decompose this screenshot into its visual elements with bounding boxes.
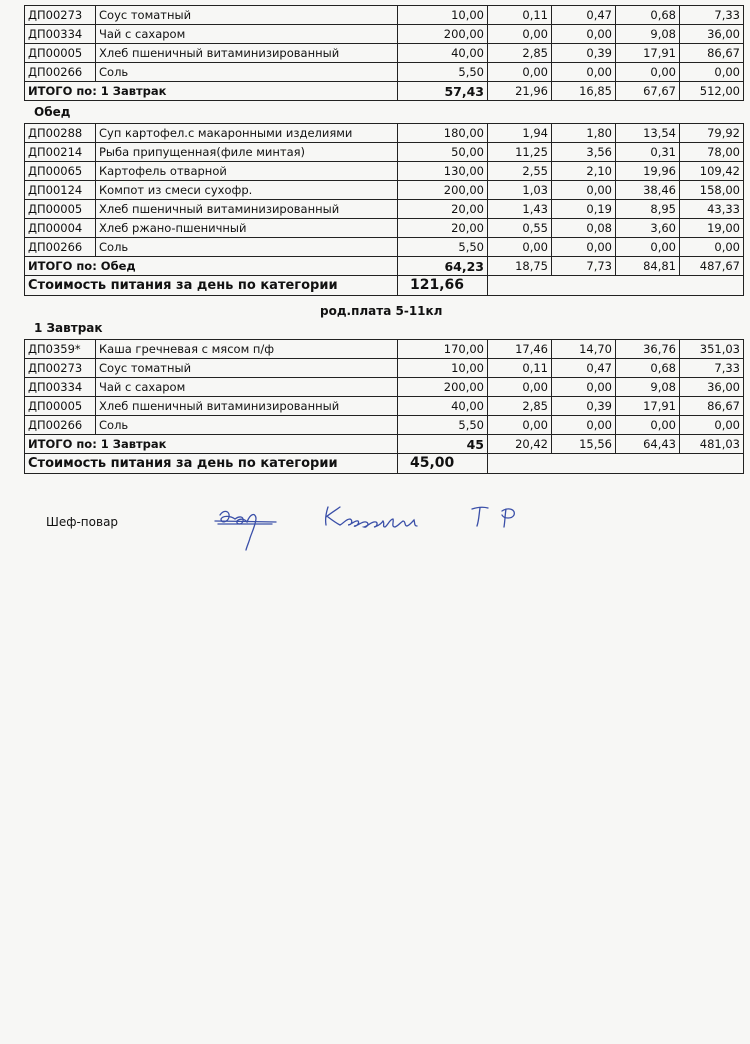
dish-weight: 10,00 bbox=[398, 6, 488, 25]
dish-name: Компот из смеси сухофр. bbox=[96, 181, 398, 200]
dish-fat: 14,70 bbox=[552, 340, 616, 359]
total-row bbox=[25, 257, 744, 276]
dish-weight: 200,00 bbox=[398, 378, 488, 397]
total-row bbox=[25, 435, 744, 454]
dish-carbs: 0,00 bbox=[616, 63, 680, 82]
dish-kcal: 109,42 bbox=[680, 162, 744, 181]
dish-carbs: 3,60 bbox=[616, 219, 680, 238]
dish-code: ДП00273 bbox=[25, 6, 96, 25]
dish-fat: 0,47 bbox=[552, 6, 616, 25]
dish-protein: 1,43 bbox=[488, 200, 552, 219]
dish-protein: 1,94 bbox=[488, 124, 552, 143]
dish-weight: 200,00 bbox=[398, 181, 488, 200]
dish-protein: 0,11 bbox=[488, 359, 552, 378]
cost-empty-cell bbox=[488, 276, 744, 296]
dish-weight: 40,00 bbox=[398, 397, 488, 416]
dish-carbs: 0,31 bbox=[616, 143, 680, 162]
dish-weight: 5,50 bbox=[398, 63, 488, 82]
dish-name: Картофель отварной bbox=[96, 162, 398, 181]
dish-protein: 11,25 bbox=[488, 143, 552, 162]
cost-row bbox=[25, 454, 744, 474]
dish-code: ДП00273 bbox=[25, 359, 96, 378]
dish-fat: 0,39 bbox=[552, 397, 616, 416]
dish-name: Хлеб ржано-пшеничный bbox=[96, 219, 398, 238]
dish-fat: 0,00 bbox=[552, 63, 616, 82]
dish-fat: 0,39 bbox=[552, 44, 616, 63]
total-carbs: 64,43 bbox=[616, 435, 680, 454]
total-protein: 18,75 bbox=[488, 257, 552, 276]
total-carbs: 67,67 bbox=[616, 82, 680, 101]
dish-code: ДП00005 bbox=[25, 397, 96, 416]
table-row bbox=[25, 25, 744, 44]
dish-code: ДП00005 bbox=[25, 44, 96, 63]
table-row bbox=[25, 219, 744, 238]
dish-name: Хлеб пшеничный витаминизированный bbox=[96, 397, 398, 416]
cost-empty-cell bbox=[488, 454, 744, 474]
total-kcal: 481,03 bbox=[680, 435, 744, 454]
total-protein: 20,42 bbox=[488, 435, 552, 454]
dish-carbs: 19,96 bbox=[616, 162, 680, 181]
dish-kcal: 43,33 bbox=[680, 200, 744, 219]
signature-strokes bbox=[215, 507, 514, 550]
cost-label: Стоимость питания за день по категории bbox=[25, 276, 398, 296]
dish-code: ДП00266 bbox=[25, 416, 96, 435]
dish-fat: 1,80 bbox=[552, 124, 616, 143]
dish-fat: 2,10 bbox=[552, 162, 616, 181]
dish-code: ДП00288 bbox=[25, 124, 96, 143]
total-fat: 15,56 bbox=[552, 435, 616, 454]
total-weight: 45 bbox=[398, 435, 488, 454]
cost-value: 45,00 bbox=[398, 454, 488, 474]
dish-fat: 0,47 bbox=[552, 359, 616, 378]
table-row bbox=[25, 378, 744, 397]
total-label: ИТОГО по: 1 Завтрак bbox=[25, 82, 398, 101]
total-kcal: 487,67 bbox=[680, 257, 744, 276]
dish-protein: 0,00 bbox=[488, 378, 552, 397]
total-weight: 64,23 bbox=[398, 257, 488, 276]
dish-carbs: 9,08 bbox=[616, 378, 680, 397]
dish-code: ДП0359* bbox=[25, 340, 96, 359]
total-kcal: 512,00 bbox=[680, 82, 744, 101]
dish-name: Соль bbox=[96, 63, 398, 82]
table-row bbox=[25, 44, 744, 63]
total-carbs: 84,81 bbox=[616, 257, 680, 276]
dish-name: Соус томатный bbox=[96, 6, 398, 25]
dish-code: ДП00005 bbox=[25, 200, 96, 219]
dish-name: Рыба припущенная(филе минтая) bbox=[96, 143, 398, 162]
dish-carbs: 38,46 bbox=[616, 181, 680, 200]
dish-weight: 170,00 bbox=[398, 340, 488, 359]
dish-weight: 40,00 bbox=[398, 44, 488, 63]
cost-row bbox=[25, 276, 744, 296]
dish-protein: 0,00 bbox=[488, 238, 552, 257]
dish-kcal: 0,00 bbox=[680, 416, 744, 435]
table-row bbox=[25, 63, 744, 82]
dish-kcal: 0,00 bbox=[680, 63, 744, 82]
chef-label: Шеф-повар bbox=[46, 515, 119, 529]
dish-weight: 5,50 bbox=[398, 416, 488, 435]
dish-name: Хлеб пшеничный витаминизированный bbox=[96, 44, 398, 63]
section-title-lunch: Обед bbox=[34, 105, 71, 119]
total-protein: 21,96 bbox=[488, 82, 552, 101]
table-row bbox=[25, 359, 744, 378]
dish-fat: 0,00 bbox=[552, 378, 616, 397]
dish-carbs: 9,08 bbox=[616, 25, 680, 44]
dish-weight: 50,00 bbox=[398, 143, 488, 162]
dish-weight: 5,50 bbox=[398, 238, 488, 257]
dish-carbs: 8,95 bbox=[616, 200, 680, 219]
dish-protein: 0,11 bbox=[488, 6, 552, 25]
dish-kcal: 79,92 bbox=[680, 124, 744, 143]
dish-carbs: 13,54 bbox=[616, 124, 680, 143]
dish-protein: 0,00 bbox=[488, 25, 552, 44]
lunch-rows bbox=[25, 124, 744, 296]
dish-kcal: 36,00 bbox=[680, 25, 744, 44]
dish-kcal: 78,00 bbox=[680, 143, 744, 162]
table-row bbox=[25, 340, 744, 359]
dish-kcal: 86,67 bbox=[680, 44, 744, 63]
chef-signature bbox=[210, 495, 570, 555]
dish-kcal: 158,00 bbox=[680, 181, 744, 200]
dish-name: Соль bbox=[96, 238, 398, 257]
breakfast-table-1 bbox=[24, 5, 744, 101]
dish-kcal: 36,00 bbox=[680, 378, 744, 397]
dish-protein: 1,03 bbox=[488, 181, 552, 200]
table-row bbox=[25, 124, 744, 143]
cost-value: 121,66 bbox=[398, 276, 488, 296]
dish-protein: 0,00 bbox=[488, 63, 552, 82]
table-row bbox=[25, 6, 744, 25]
dish-weight: 180,00 bbox=[398, 124, 488, 143]
dish-kcal: 0,00 bbox=[680, 238, 744, 257]
table-row bbox=[25, 200, 744, 219]
dish-kcal: 7,33 bbox=[680, 6, 744, 25]
dish-code: ДП00334 bbox=[25, 378, 96, 397]
dish-code: ДП00124 bbox=[25, 181, 96, 200]
dish-fat: 0,08 bbox=[552, 219, 616, 238]
table-row bbox=[25, 181, 744, 200]
dish-kcal: 351,03 bbox=[680, 340, 744, 359]
dish-weight: 130,00 bbox=[398, 162, 488, 181]
dish-name: Соус томатный bbox=[96, 359, 398, 378]
total-label: ИТОГО по: Обед bbox=[25, 257, 398, 276]
table-row bbox=[25, 238, 744, 257]
dish-carbs: 36,76 bbox=[616, 340, 680, 359]
dish-carbs: 0,68 bbox=[616, 6, 680, 25]
dish-fat: 0,19 bbox=[552, 200, 616, 219]
dish-weight: 20,00 bbox=[398, 219, 488, 238]
total-fat: 16,85 bbox=[552, 82, 616, 101]
table-row bbox=[25, 162, 744, 181]
paid-breakfast-table bbox=[24, 339, 744, 474]
dish-code: ДП00266 bbox=[25, 63, 96, 82]
dish-weight: 10,00 bbox=[398, 359, 488, 378]
table-row bbox=[25, 143, 744, 162]
dish-code: ДП00065 bbox=[25, 162, 96, 181]
cost-label: Стоимость питания за день по категории bbox=[25, 454, 398, 474]
dish-code: ДП00004 bbox=[25, 219, 96, 238]
dish-weight: 200,00 bbox=[398, 25, 488, 44]
dish-kcal: 19,00 bbox=[680, 219, 744, 238]
table-row bbox=[25, 416, 744, 435]
dish-carbs: 0,00 bbox=[616, 416, 680, 435]
dish-name: Чай с сахаром bbox=[96, 25, 398, 44]
dish-protein: 17,46 bbox=[488, 340, 552, 359]
dish-weight: 20,00 bbox=[398, 200, 488, 219]
dish-fat: 0,00 bbox=[552, 416, 616, 435]
paid-breakfast-rows bbox=[25, 340, 744, 474]
dish-protein: 2,85 bbox=[488, 44, 552, 63]
dish-fat: 3,56 bbox=[552, 143, 616, 162]
total-fat: 7,73 bbox=[552, 257, 616, 276]
dish-carbs: 0,00 bbox=[616, 238, 680, 257]
dish-fat: 0,00 bbox=[552, 181, 616, 200]
lunch-table bbox=[24, 123, 744, 296]
dish-name: Хлеб пшеничный витаминизированный bbox=[96, 200, 398, 219]
dish-code: ДП00266 bbox=[25, 238, 96, 257]
dish-code: ДП00334 bbox=[25, 25, 96, 44]
dish-name: Суп картофел.с макаронными изделиями bbox=[96, 124, 398, 143]
dish-name: Соль bbox=[96, 416, 398, 435]
breakfast-rows bbox=[25, 6, 744, 101]
dish-protein: 0,55 bbox=[488, 219, 552, 238]
dish-carbs: 17,91 bbox=[616, 397, 680, 416]
category-title: род.плата 5-11кл bbox=[320, 304, 443, 318]
dish-protein: 2,85 bbox=[488, 397, 552, 416]
dish-kcal: 86,67 bbox=[680, 397, 744, 416]
dish-protein: 2,55 bbox=[488, 162, 552, 181]
dish-fat: 0,00 bbox=[552, 238, 616, 257]
dish-name: Каша гречневая с мясом п/ф bbox=[96, 340, 398, 359]
dish-carbs: 0,68 bbox=[616, 359, 680, 378]
dish-code: ДП00214 bbox=[25, 143, 96, 162]
dish-carbs: 17,91 bbox=[616, 44, 680, 63]
dish-protein: 0,00 bbox=[488, 416, 552, 435]
total-weight: 57,43 bbox=[398, 82, 488, 101]
dish-kcal: 7,33 bbox=[680, 359, 744, 378]
total-label: ИТОГО по: 1 Завтрак bbox=[25, 435, 398, 454]
dish-name: Чай с сахаром bbox=[96, 378, 398, 397]
dish-fat: 0,00 bbox=[552, 25, 616, 44]
total-row bbox=[25, 82, 744, 101]
table-row bbox=[25, 397, 744, 416]
section-title-breakfast: 1 Завтрак bbox=[34, 321, 103, 335]
